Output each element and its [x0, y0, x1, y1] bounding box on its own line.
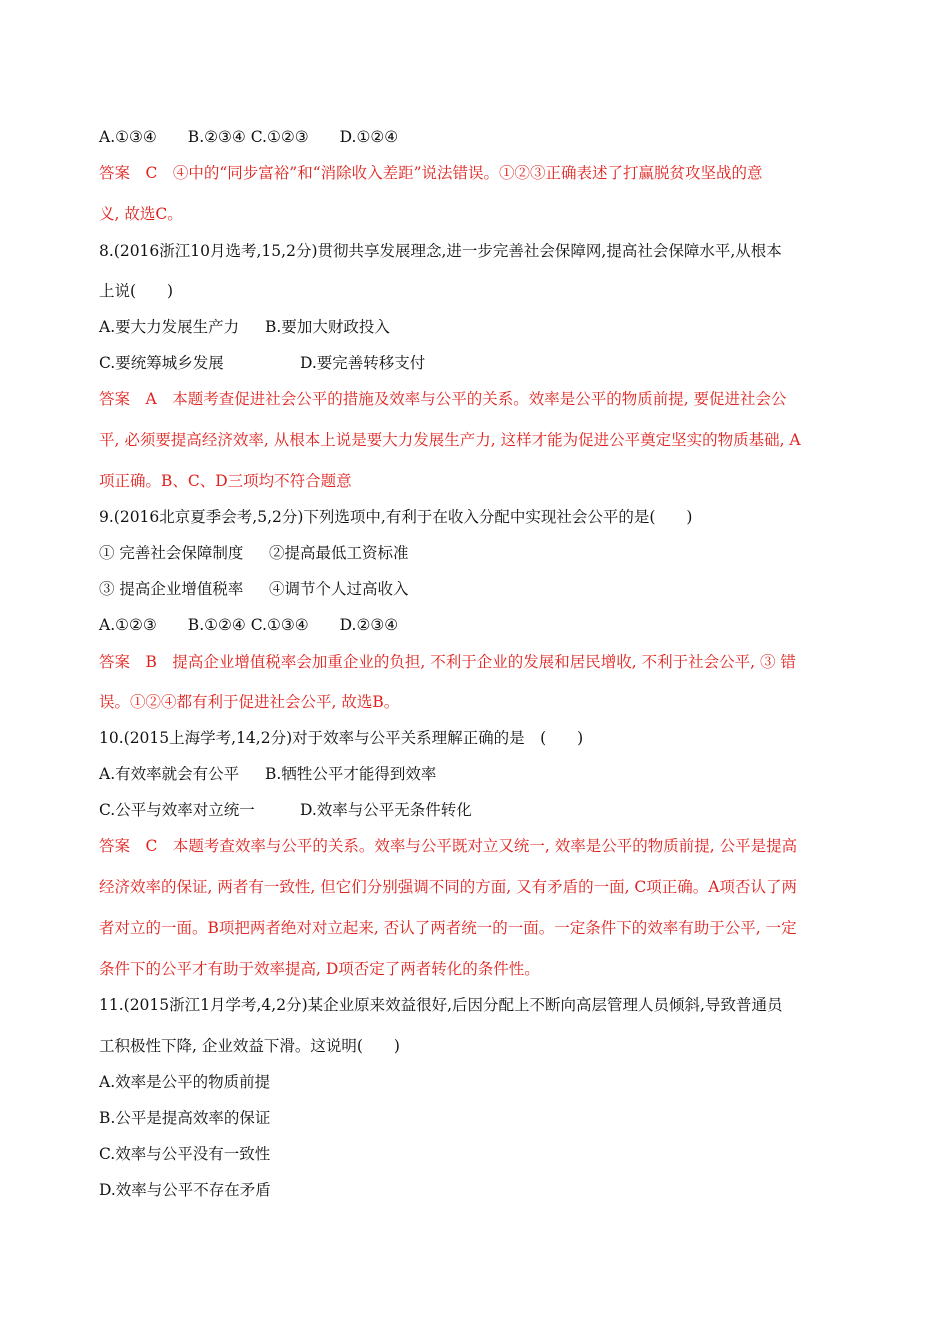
q9-answer-line-2: 误。①②④都有利于促进社会公平, 故选B。: [99, 693, 400, 711]
q11-stem-line-2: 工积极性下降, 企业效益下滑。这说明( ): [99, 1037, 400, 1055]
q10-option-b: B.牺牲公平才能得到效率: [265, 765, 437, 783]
q11-option-c: C.效率与公平没有一致性: [99, 1145, 271, 1163]
q7-answer-line-1: 答案 C ④中的“同步富裕”和“消除收入差距”说法错误。①②③正确表述了打赢脱贫攻坚战的意: [99, 164, 763, 182]
q11-option-b: B.公平是提高效率的保证: [99, 1109, 271, 1127]
q8-option-d: D.要完善转移支付: [300, 354, 426, 372]
q10-answer-line-2: 经济效率的保证, 两者有一致性, 但它们分别强调不同的方面, 又有矛盾的一面, C项正确。A项否认了两: [99, 878, 797, 896]
q10-options-row-2: [99, 800, 472, 820]
q10-options-row-1: [99, 764, 436, 784]
q8-stem-line-2: 上说( ): [99, 282, 174, 300]
q8-option-a: A.要大力发展生产力: [99, 318, 240, 336]
q7-answer-line-2: 义, 故选C。: [99, 205, 183, 223]
q11-option-d: D.效率与公平不存在矛盾: [99, 1181, 271, 1199]
q8-stem-line-1: 8.(2016浙江10月选考,15,2分)贯彻共享发展理念,进一步完善社会保障网,提高社会保障水平,从根本: [99, 242, 782, 260]
q10-stem-line-1: 10.(2015上海学考,14,2分)对于效率与公平关系理解正确的是 ( ): [99, 729, 584, 747]
q11-stem-line-1: 11.(2015浙江1月学考,4,2分)某企业原来效益很好,后因分配上不断向高层管理人员倾斜,导致普通员: [99, 996, 783, 1014]
q8-answer-line-2: 平, 必须要提高经济效率, 从根本上说是要大力发展生产力, 这样才能为促进公平奠定坚实的物质基础, A: [99, 431, 801, 449]
q8-answer-line-3: 项正确。B、C、D三项均不符合题意: [99, 472, 352, 490]
q10-option-d: D.效率与公平无条件转化: [300, 801, 472, 819]
q9-stem-line-1: 9.(2016北京夏季会考,5,2分)下列选项中,有利于在收入分配中实现社会公平的是( ): [99, 508, 693, 526]
q10-option-a: A.有效率就会有公平: [99, 765, 240, 783]
q8-option-c: C.要统筹城乡发展: [99, 354, 224, 372]
q10-option-c: C.公平与效率对立统一: [99, 801, 255, 819]
q8-option-b: B.要加大财政投入: [265, 318, 390, 336]
q9-item-2: ②提高最低工资标准: [269, 544, 409, 562]
q10-answer-line-4: 条件下的公平才有助于效率提高, D项否定了两者转化的条件性。: [99, 960, 540, 978]
q8-options-row-2: [99, 353, 425, 373]
q9-items-row-1: [99, 543, 409, 563]
q10-answer-line-1: 答案 C 本题考查效率与公平的关系。效率与公平既对立又统一, 效率是公平的物质前提, 公平是提高: [99, 837, 798, 855]
q9-answer-line-1: 答案 B 提高企业增值税率会加重企业的负担, 不利于企业的发展和居民增收, 不利于社会公平, ③ 错: [99, 653, 796, 671]
q9-options: A.①②③ B.①②④ C.①③④ D.②③④: [99, 616, 399, 634]
q7-options: A.①③④ B.②③④ C.①②③ D.①②④: [99, 128, 399, 146]
q9-item-1: ① 完善社会保障制度: [99, 544, 244, 562]
q9-items-row-2: [99, 579, 409, 599]
q11-option-a: A.效率是公平的物质前提: [99, 1073, 271, 1091]
q8-answer-line-1: 答案 A 本题考查促进社会公平的措施及效率与公平的关系。效率是公平的物质前提, 要促进社会公: [99, 390, 787, 408]
q9-item-3: ③ 提高企业增值税率: [99, 580, 244, 598]
q9-item-4: ④调节个人过高收入: [269, 580, 409, 598]
q8-options-row-1: [99, 317, 390, 337]
q10-answer-line-3: 者对立的一面。B项把两者绝对对立起来, 否认了两者统一的一面。一定条件下的效率有助于公平, 一定: [99, 919, 797, 937]
